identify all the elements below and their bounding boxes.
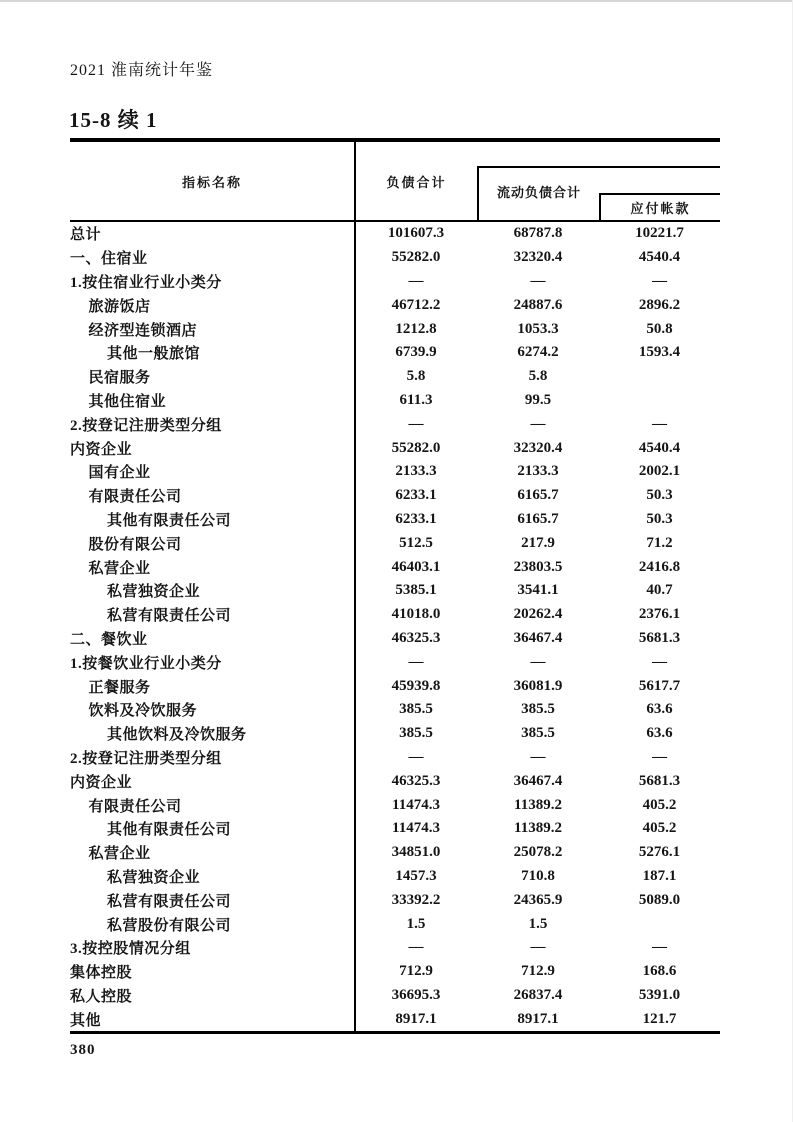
total-liabilities-value: — xyxy=(408,939,424,956)
current-liabilities-value: 217.9 xyxy=(521,534,555,551)
current-liabilities-value: 11389.2 xyxy=(514,820,562,837)
table-row xyxy=(70,579,720,603)
total-liabilities-value: 1.5 xyxy=(406,915,426,932)
total-liabilities-value: 611.3 xyxy=(399,391,433,408)
total-liabilities-value: 55282.0 xyxy=(391,439,441,456)
table-row xyxy=(70,888,720,912)
row-label: 1.按餐饮业行业小类分 xyxy=(70,655,222,672)
accounts-payable-value: 1593.4 xyxy=(638,344,681,361)
current-liabilities-value: — xyxy=(530,653,546,670)
header-total-liabilities: 负债合计 xyxy=(386,174,447,190)
row-label: 2.按登记注册类型分组 xyxy=(70,417,222,434)
total-liabilities-value: 712.9 xyxy=(399,963,433,980)
accounts-payable-value: — xyxy=(652,748,667,765)
accounts-payable-value: 50.3 xyxy=(646,487,673,504)
row-label: 一、住宿业 xyxy=(70,251,148,268)
row-label: 正餐服务 xyxy=(88,679,151,696)
current-liabilities-value: 11389.2 xyxy=(514,796,562,813)
row-label: 有限责任公司 xyxy=(88,489,182,506)
page-number: 380 xyxy=(70,1042,96,1058)
total-liabilities-value: 1212.8 xyxy=(395,320,437,337)
current-liabilities-value: 24887.6 xyxy=(513,296,563,313)
current-liabilities-value: 32320.4 xyxy=(513,249,563,266)
current-liabilities-value: 710.8 xyxy=(521,867,555,884)
table-row xyxy=(70,508,720,532)
row-label: 内资企业 xyxy=(70,774,133,791)
row-label: 总计 xyxy=(70,227,102,244)
row-label: 民宿服务 xyxy=(88,370,151,387)
current-liabilities-value: 23803.5 xyxy=(513,558,563,575)
header-current-liabilities: 流动负债合计 xyxy=(496,184,581,200)
row-label: 3.按控股情况分组 xyxy=(70,941,191,958)
accounts-payable-value: — xyxy=(652,653,667,670)
total-liabilities-value: 5385.1 xyxy=(395,582,437,599)
table-row xyxy=(70,365,720,389)
accounts-payable-value: — xyxy=(652,272,667,289)
table-row xyxy=(70,722,720,746)
table-row xyxy=(70,603,720,627)
table-body xyxy=(70,222,720,1034)
current-liabilities-value: 3541.1 xyxy=(517,582,559,599)
total-liabilities-value: 8917.1 xyxy=(395,1010,437,1027)
accounts-payable-value: — xyxy=(652,415,667,432)
total-liabilities-value: — xyxy=(408,748,424,765)
table-row xyxy=(70,769,720,793)
row-label: 内资企业 xyxy=(70,441,133,458)
accounts-payable-value: — xyxy=(652,939,667,956)
current-liabilities-value: 99.5 xyxy=(524,391,552,408)
row-label: 其他有限责任公司 xyxy=(107,822,232,839)
table-row xyxy=(70,555,720,579)
current-liabilities-value: 26837.4 xyxy=(513,986,563,1003)
current-liabilities-value: — xyxy=(530,748,546,765)
table-row xyxy=(70,293,720,317)
accounts-payable-value: 5089.0 xyxy=(638,891,681,908)
total-liabilities-value: 11474.3 xyxy=(392,796,440,813)
table-number: 15-8 续 1 xyxy=(69,108,158,132)
current-liabilities-value: 385.5 xyxy=(521,701,555,718)
total-liabilities-value: 6233.1 xyxy=(395,487,437,504)
row-label: 股份有限公司 xyxy=(88,536,182,553)
row-label: 私营有限责任公司 xyxy=(107,608,232,625)
table-row xyxy=(70,912,720,936)
table-row xyxy=(70,270,720,294)
total-liabilities-value: 101607.3 xyxy=(387,225,445,242)
total-liabilities-value: 2133.3 xyxy=(395,463,437,480)
total-liabilities-value: 512.5 xyxy=(399,534,433,551)
table-row xyxy=(70,936,720,960)
current-liabilities-value: 68787.8 xyxy=(513,225,563,242)
row-label: 私营企业 xyxy=(88,846,151,863)
current-liabilities-value: 36081.9 xyxy=(513,677,563,694)
scan-edge-artifact xyxy=(0,0,793,2)
row-label: 集体控股 xyxy=(70,965,133,982)
current-liabilities-value: 32320.4 xyxy=(513,439,563,456)
total-liabilities-value: 33392.2 xyxy=(391,891,441,908)
row-label: 私人控股 xyxy=(70,988,133,1005)
accounts-payable-value: 5391.0 xyxy=(638,986,681,1003)
row-label: 私营有限责任公司 xyxy=(107,893,232,910)
total-liabilities-value: — xyxy=(408,653,424,670)
accounts-payable-value: 4540.4 xyxy=(638,249,681,266)
total-liabilities-value: 34851.0 xyxy=(391,844,441,861)
accounts-payable-value: 5617.7 xyxy=(638,677,681,694)
table-row xyxy=(70,698,720,722)
table-row xyxy=(70,246,720,270)
row-label: 其他有限责任公司 xyxy=(107,512,232,529)
table-row xyxy=(70,341,720,365)
accounts-payable-value: 4540.4 xyxy=(638,439,681,456)
accounts-payable-value: 405.2 xyxy=(642,820,677,837)
table-row xyxy=(70,389,720,413)
current-liabilities-value: 24365.9 xyxy=(513,891,563,908)
row-label: 二、餐饮业 xyxy=(70,631,148,648)
table-header xyxy=(70,138,720,222)
row-label: 其他 xyxy=(70,1012,102,1029)
accounts-payable-value: 187.1 xyxy=(642,867,677,884)
accounts-payable-value: 10221.7 xyxy=(635,225,684,242)
accounts-payable-value: 71.2 xyxy=(646,534,673,551)
header-accounts-payable: 应付帐款 xyxy=(630,201,691,216)
total-liabilities-value: 46403.1 xyxy=(391,558,441,575)
current-liabilities-value: 8917.1 xyxy=(517,1010,559,1027)
header-indicator-name: 指标名称 xyxy=(181,174,242,190)
current-liabilities-value: 712.9 xyxy=(521,963,555,980)
accounts-payable-value: 63.6 xyxy=(646,701,673,718)
row-label: 有限责任公司 xyxy=(88,798,182,815)
accounts-payable-value: 121.7 xyxy=(642,1010,677,1027)
current-liabilities-value: — xyxy=(530,939,546,956)
accounts-payable-value: 2896.2 xyxy=(638,296,681,313)
row-label: 私营独资企业 xyxy=(107,869,201,886)
row-label: 旅游饭店 xyxy=(88,298,151,315)
current-liabilities-value: 5.8 xyxy=(528,368,548,385)
table-row xyxy=(70,436,720,460)
total-liabilities-value: 46325.3 xyxy=(391,629,441,646)
total-liabilities-value: 5.8 xyxy=(406,368,426,385)
row-label: 私营股份有限公司 xyxy=(107,917,232,934)
table-row xyxy=(70,793,720,817)
current-liabilities-value: 20262.4 xyxy=(513,606,563,623)
total-liabilities-value: 36695.3 xyxy=(391,986,441,1003)
yearbook-title: 2021 淮南统计年鉴 xyxy=(70,62,214,79)
table-row xyxy=(70,746,720,770)
table-row xyxy=(70,984,720,1008)
column-divider-line xyxy=(354,222,356,1031)
accounts-payable-value: 168.6 xyxy=(642,963,677,980)
table-row xyxy=(70,460,720,484)
row-label: 1.按住宿业行业小类分 xyxy=(70,274,222,291)
row-label: 2.按登记注册类型分组 xyxy=(70,750,222,767)
current-liabilities-value: — xyxy=(530,272,546,289)
accounts-payable-value: 2002.1 xyxy=(638,463,681,480)
statistics-table xyxy=(70,138,720,1034)
current-liabilities-value: 36467.4 xyxy=(513,629,563,646)
accounts-payable-value: 5276.1 xyxy=(638,844,681,861)
row-label: 其他一般旅馆 xyxy=(107,346,201,363)
table-row xyxy=(70,960,720,984)
accounts-payable-value: 63.6 xyxy=(646,725,673,742)
current-liabilities-value: 36467.4 xyxy=(513,772,563,789)
current-liabilities-value: 6165.7 xyxy=(517,487,559,504)
total-liabilities-value: 46325.3 xyxy=(391,772,441,789)
accounts-payable-value: 40.7 xyxy=(646,582,673,599)
row-label: 其他住宿业 xyxy=(88,393,167,410)
row-label: 私营独资企业 xyxy=(107,584,201,601)
total-liabilities-value: — xyxy=(408,415,424,432)
header-accounts-payable-box xyxy=(599,193,720,220)
current-liabilities-value: 1053.3 xyxy=(517,320,559,337)
table-row xyxy=(70,650,720,674)
accounts-payable-value: 50.3 xyxy=(646,510,673,527)
accounts-payable-value: 2416.8 xyxy=(638,558,681,575)
table-row xyxy=(70,1007,720,1031)
total-liabilities-value: 55282.0 xyxy=(391,249,441,266)
current-liabilities-value: 6165.7 xyxy=(517,510,559,527)
row-label: 经济型连锁酒店 xyxy=(88,322,198,339)
total-liabilities-value: 45939.8 xyxy=(391,677,441,694)
total-liabilities-value: 1457.3 xyxy=(395,867,437,884)
table-row xyxy=(70,817,720,841)
table-row xyxy=(70,627,720,651)
accounts-payable-value: 50.8 xyxy=(646,320,673,337)
row-label: 国有企业 xyxy=(88,465,151,482)
row-label: 其他饮料及冷饮服务 xyxy=(107,727,247,744)
accounts-payable-value: 5681.3 xyxy=(638,772,681,789)
total-liabilities-value: — xyxy=(408,272,424,289)
accounts-payable-value: 2376.1 xyxy=(638,606,681,623)
current-liabilities-value: 385.5 xyxy=(521,725,555,742)
row-label: 私营企业 xyxy=(88,560,151,577)
total-liabilities-value: 385.5 xyxy=(399,701,433,718)
table-row xyxy=(70,484,720,508)
total-liabilities-value: 41018.0 xyxy=(391,606,441,623)
total-liabilities-value: 46712.2 xyxy=(391,296,441,313)
table-row xyxy=(70,674,720,698)
current-liabilities-value: — xyxy=(530,415,546,432)
total-liabilities-value: 6233.1 xyxy=(395,510,437,527)
table-row xyxy=(70,865,720,889)
row-label: 饮料及冷饮服务 xyxy=(88,703,198,720)
current-liabilities-value: 2133.3 xyxy=(517,463,559,480)
table-row xyxy=(70,531,720,555)
table-row xyxy=(70,412,720,436)
accounts-payable-value: 405.2 xyxy=(642,796,677,813)
current-liabilities-value: 25078.2 xyxy=(513,844,563,861)
total-liabilities-value: 385.5 xyxy=(399,725,433,742)
current-liabilities-value: 1.5 xyxy=(528,915,548,932)
accounts-payable-value: 5681.3 xyxy=(638,629,681,646)
total-liabilities-value: 11474.3 xyxy=(392,820,440,837)
table-row xyxy=(70,841,720,865)
table-row xyxy=(70,222,720,246)
total-liabilities-value: 6739.9 xyxy=(395,344,437,361)
table-row xyxy=(70,317,720,341)
current-liabilities-value: 6274.2 xyxy=(517,344,559,361)
